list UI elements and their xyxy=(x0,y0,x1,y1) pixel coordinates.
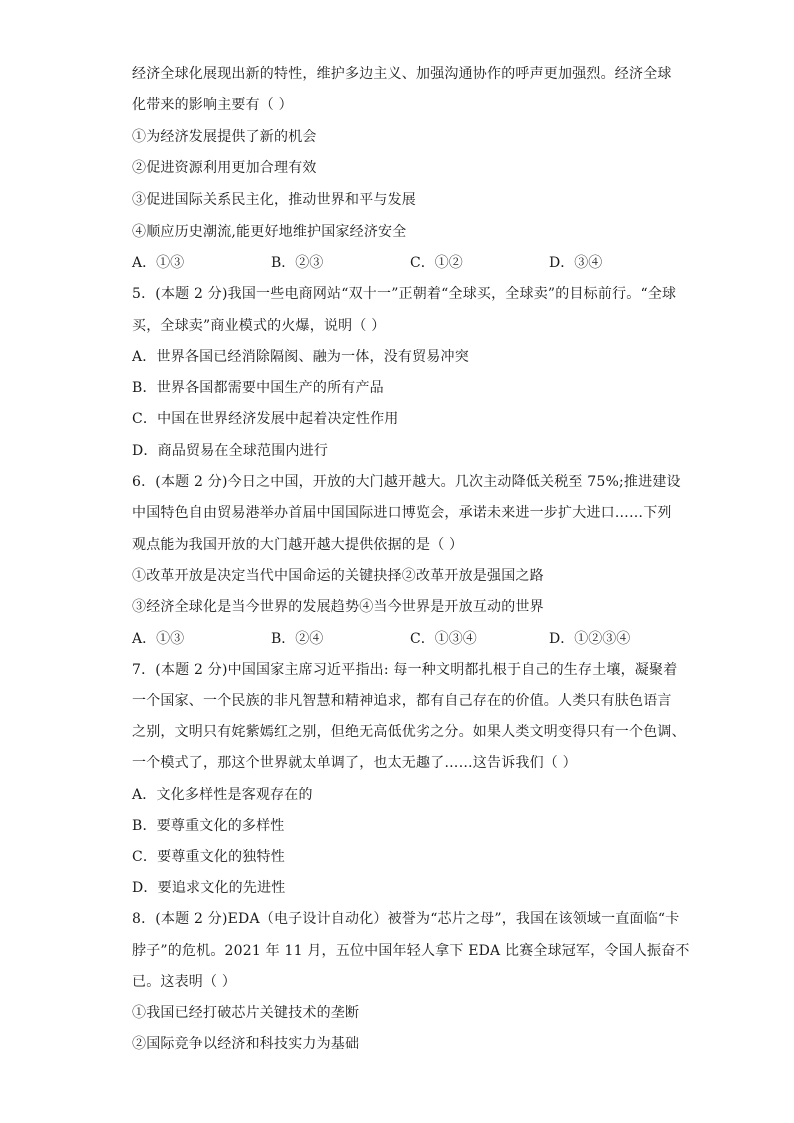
text-line: 中国特色自由贸易港举办首届中国国际进口博览会，承诺未来进一步扩大进口……下列 xyxy=(132,505,672,521)
text-line: 之别，文明只有姹紫嫣红之别，但绝无高低优劣之分。如果人类文明变得只有一个色调、 xyxy=(132,724,686,740)
question-6: 6．(本题 2 分)今日之中国，开放的大门越开越大。几次主动降低关税至 75%;推进建设 xyxy=(132,474,681,490)
question-8: 8．(本题 2 分)EDA（电子设计自动化）被誉为“芯片之母”，我国在该领域一直面临“卡 xyxy=(132,911,680,927)
option-d: D．③④ xyxy=(549,255,603,271)
option-a: A．世界各国已经消除隔阂、融为一体，没有贸易冲突 xyxy=(132,349,469,365)
option-c: C．要尊重文化的独特性 xyxy=(132,849,285,865)
question-5: 5．(本题 2 分)我国一些电商网站“双十一”正朝着“全球买，全球卖”的目标前行。“全球 xyxy=(132,286,677,302)
text-line: 一个国家、一个民族的非凡智慧和精神追求，都有自己存在的价值。人类只有肤色语言 xyxy=(132,693,672,709)
option-c: C．①③④ xyxy=(410,631,477,647)
text-line: ②国际竞争以经济和科技实力为基础 xyxy=(132,1036,360,1052)
option-a: A．①③ xyxy=(132,631,185,647)
question-7: 7．(本题 2 分)中国国家主席习近平指出: 每一种文明都扎根于自己的生存土壤，凝聚着 xyxy=(132,662,678,678)
option-b: B．世界各国都需要中国生产的所有产品 xyxy=(132,380,384,396)
option-d: D．商品贸易在全球范围内进行 xyxy=(132,443,329,459)
text-line: 已。这表明（ ） xyxy=(132,974,237,990)
text-line: ③经济全球化是当今世界的发展趋势④当今世界是开放互动的世界 xyxy=(132,599,544,615)
option-d: D．①②③④ xyxy=(549,631,631,647)
option-d: D．要追求文化的先进性 xyxy=(132,880,286,896)
text-line: ③促进国际关系民主化，推动世界和平与发展 xyxy=(132,192,416,208)
text-line: ④顺应历史潮流,能更好地维护国家经济安全 xyxy=(132,224,407,240)
option-b: B．②④ xyxy=(271,631,324,647)
option-a: A．①③ xyxy=(132,255,185,271)
text-line: ①我国已经打破芯片关键技术的垄断 xyxy=(132,1005,360,1021)
text-line: 经济全球化展现出新的特性，维护多边主义、加强沟通协作的呼声更加强烈。经济全球 xyxy=(132,66,672,82)
text-line: 脖子”的危机。2021 年 11 月，五位中国年轻人拿下 EDA 比赛全球冠军，令国人振奋不 xyxy=(132,943,690,959)
text-line: ①改革开放是决定当代中国命运的关键抉择②改革开放是强国之路 xyxy=(132,568,544,584)
option-a: A．文化多样性是客观存在的 xyxy=(132,787,313,803)
option-b: B．要尊重文化的多样性 xyxy=(132,818,285,834)
text-line: 一个模式了，那这个世界就太单调了，也太无趣了……这告诉我们（ ） xyxy=(132,755,577,771)
text-line: ①为经济发展提供了新的机会 xyxy=(132,129,317,145)
text-line: 化带来的影响主要有（ ） xyxy=(132,97,293,113)
option-c: C．①② xyxy=(410,255,463,271)
option-c: C．中国在世界经济发展中起着决定性作用 xyxy=(132,411,399,427)
text-line: ②促进资源利用更加合理有效 xyxy=(132,160,317,176)
text-line: 观点能为我国开放的大门越开越大提供依据的是（ ） xyxy=(132,537,464,553)
text-line: 买，全球卖”商业模式的火爆，说明（ ） xyxy=(132,318,386,334)
option-b: B．②③ xyxy=(271,255,324,271)
